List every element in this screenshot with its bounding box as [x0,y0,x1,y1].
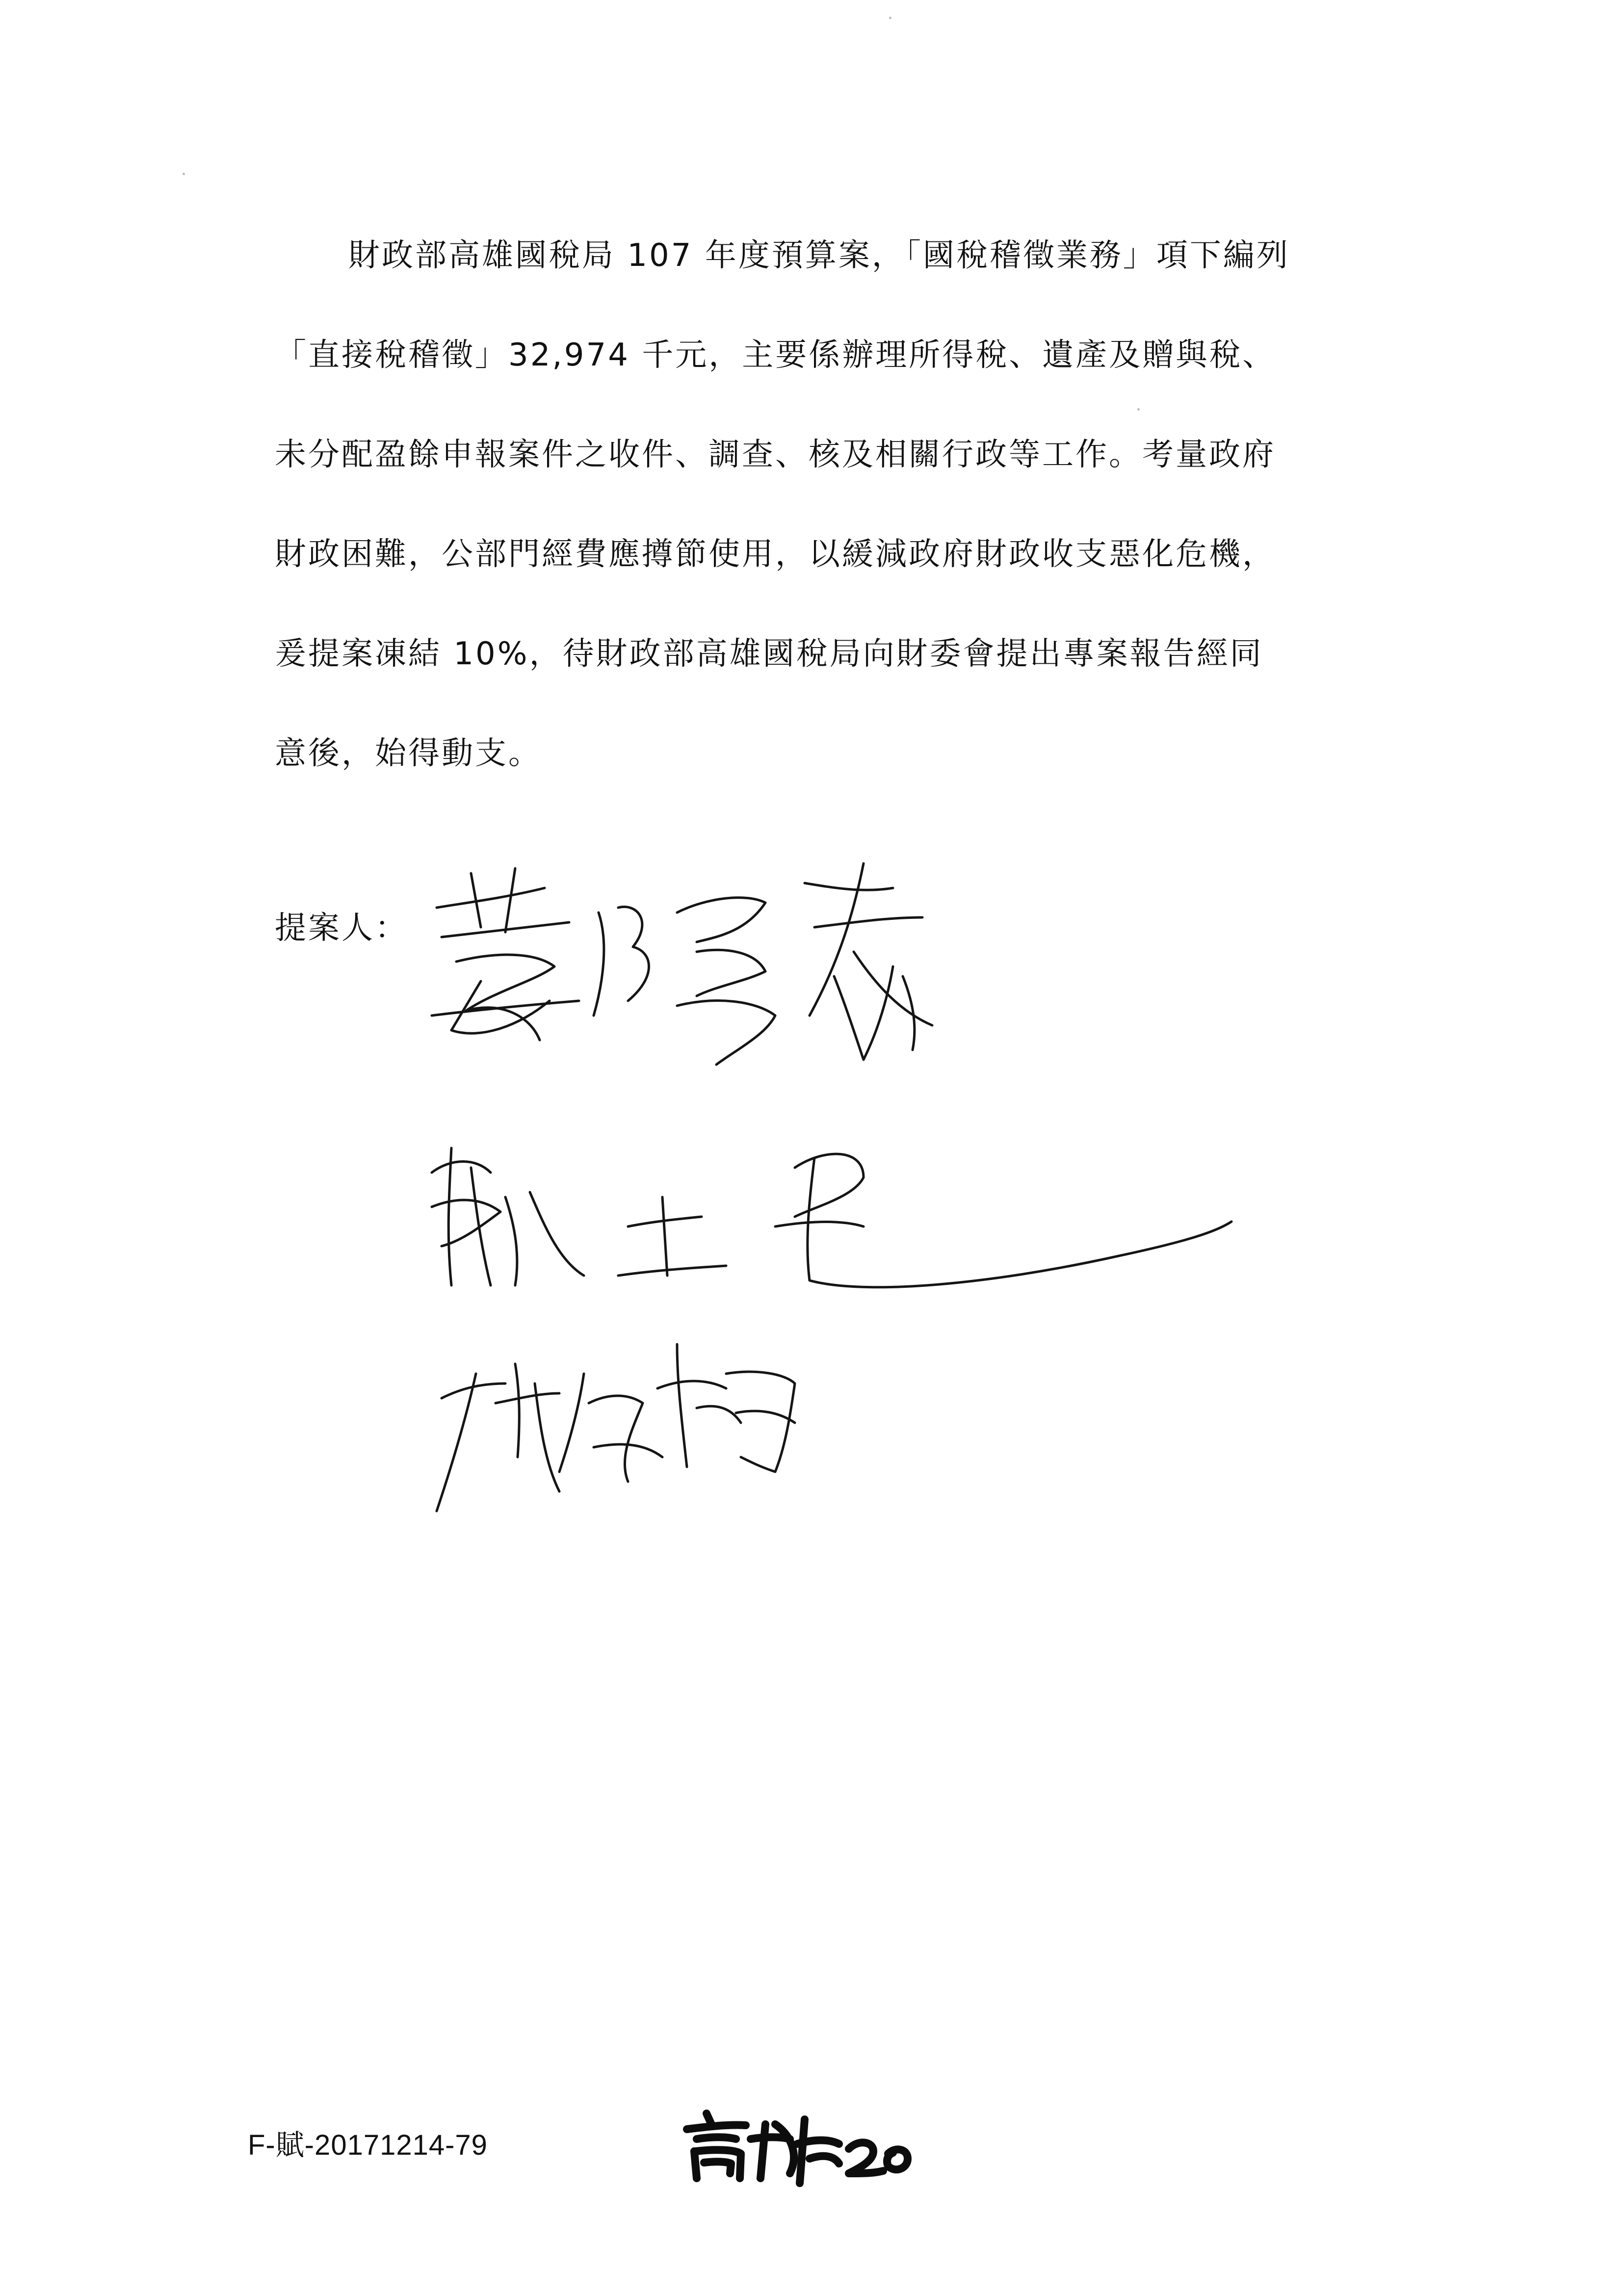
handwritten-signature-2 [432,1148,1231,1287]
body-line-1: 財政部高雄國稅局 107 年度預算案，「國稅稽徵業務」項下編列 [348,237,1290,274]
body-line-4: 財政困難，公部門經費應撙節使用，以緩減政府財政收支惡化危機， [275,536,1276,573]
document-code: F-賦-20171214-79 [248,2129,488,2161]
body-line-3: 未分配盈餘申報案件之收件、調查、核及相關行政等工作。考量政府 [275,437,1276,473]
handwritten-signature-3 [437,1344,795,1511]
handwritten-signature-1 [432,863,932,1065]
handwritten-stamp-mark [687,2113,908,2183]
scan-speck [183,173,185,175]
proposal-body [275,206,1403,804]
body-line-2: 「直接稅稽徵」32,974 千元，主要係辦理所得稅、遺產及贈與稅、 [275,337,1276,373]
proposer-label: 提案人： [275,910,408,946]
body-line-6: 意後，始得動支。 [275,735,542,772]
scan-speck [889,17,891,19]
body-line-5: 爰提案凍結 10%，待財政部高雄國稅局向財委會提出專案報告經同 [275,636,1263,672]
signature-block [422,854,1256,1540]
district-stamp [677,2105,913,2188]
